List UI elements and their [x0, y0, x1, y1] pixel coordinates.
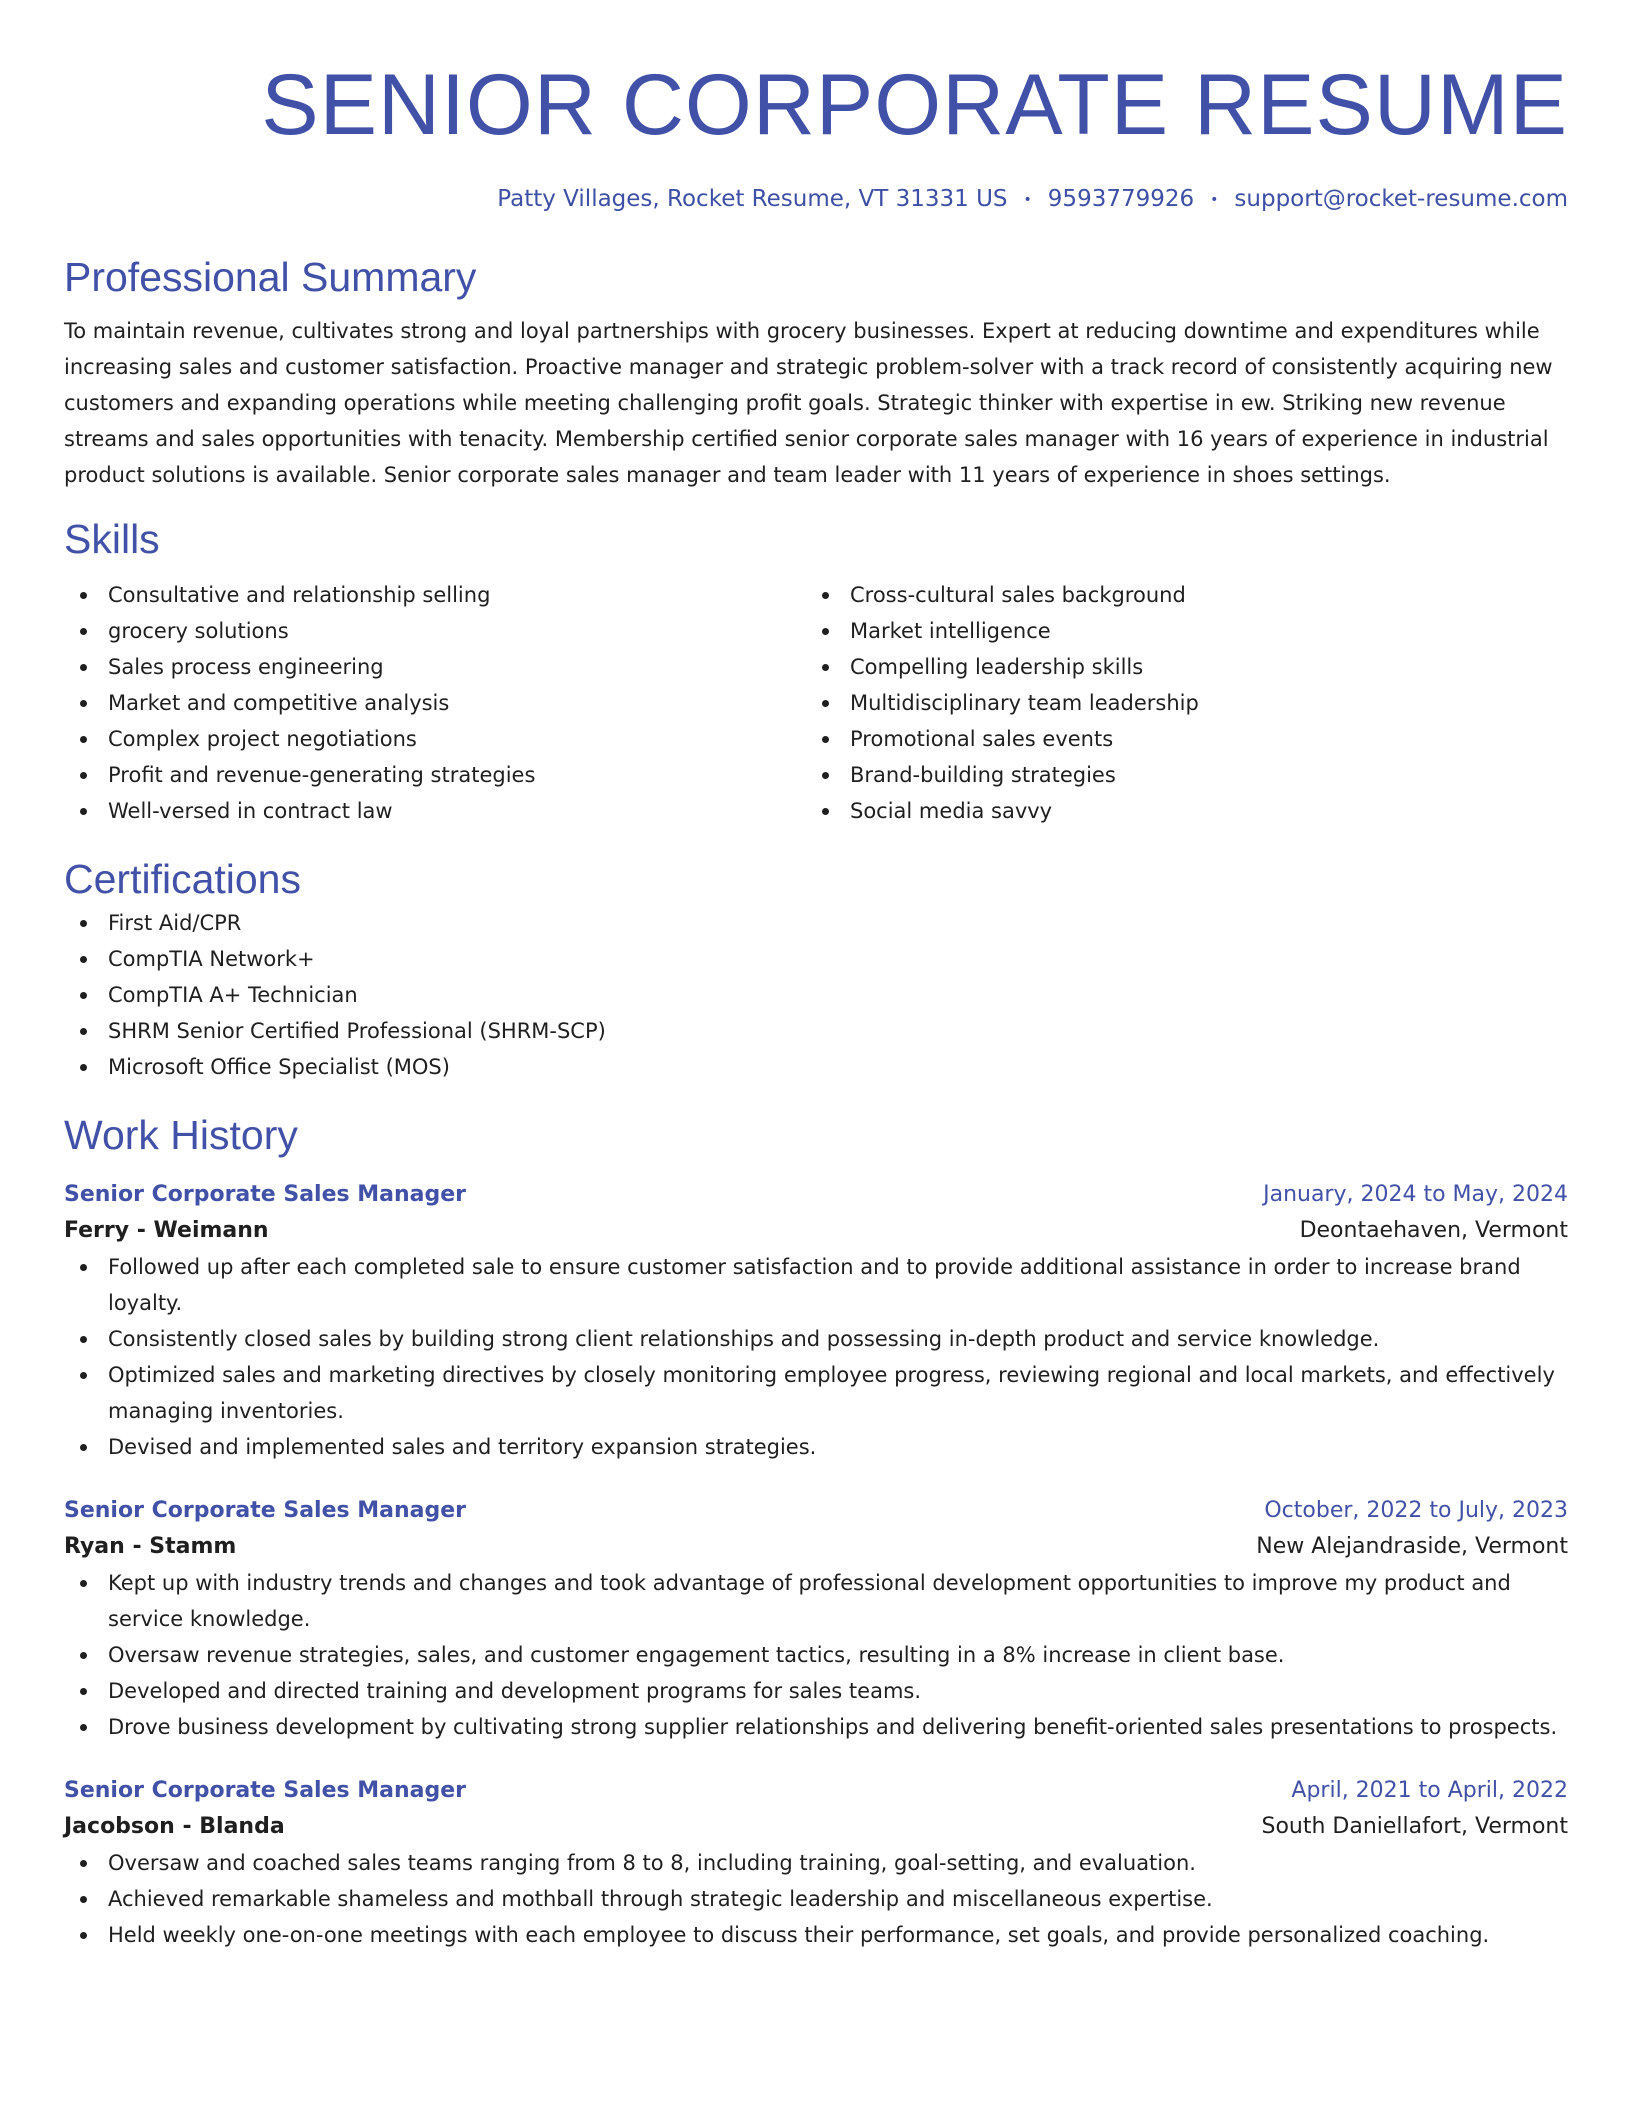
certification-item: First Aid/CPR [64, 905, 1568, 941]
certification-item: CompTIA Network+ [64, 941, 1568, 977]
job-entry [64, 1773, 1568, 1953]
job-duty: Optimized sales and marketing directives by closely monitoring employee progress, reviewing regional and local markets, and effectively managing inventories. [64, 1357, 1568, 1429]
job-duty: Developed and directed training and development programs for sales teams. [64, 1673, 1568, 1709]
job-dates: April, 2021 to April, 2022 [1291, 1777, 1568, 1803]
skill-item: Promotional sales events [806, 721, 1548, 757]
job-duty: Followed up after each completed sale to ensure customer satisfaction and to provide additional assistance in order to increase brand loyalty. [64, 1249, 1568, 1321]
resume-title: SENIOR CORPORATE RESUME [261, 57, 1568, 153]
resume-page [64, 50, 1568, 1953]
skills-column-left [64, 577, 806, 829]
skill-item: Consultative and relationship selling [64, 577, 806, 613]
job-duty: Achieved remarkable shameless and mothball through strategic leadership and miscellaneous expertise. [64, 1881, 1568, 1917]
job-duties [64, 1565, 1568, 1745]
work-history-heading: Work History [64, 1111, 298, 1158]
summary-heading: Professional Summary [64, 253, 477, 300]
job-company: Jacobson - Blanda [64, 1813, 285, 1839]
skills-column-right [806, 577, 1548, 829]
job-duties [64, 1249, 1568, 1465]
job-entry [64, 1177, 1568, 1465]
job-duty: Drove business development by cultivating strong supplier relationships and delivering benefit-oriented sales presentations to prospects. [64, 1709, 1568, 1745]
skill-item: Compelling leadership skills [806, 649, 1548, 685]
job-location: Deontaehaven, Vermont [1299, 1217, 1568, 1243]
job-duty: Oversaw and coached sales teams ranging from 8 to 8, including training, goal-setting, and evaluation. [64, 1845, 1568, 1881]
contact-phone: 9593779926 [1047, 186, 1195, 212]
job-duty: Held weekly one-on-one meetings with each employee to discuss their performance, set goals, and provide personalized coaching. [64, 1917, 1568, 1953]
job-title: Senior Corporate Sales Manager [64, 1497, 467, 1523]
job-duty: Oversaw revenue strategies, sales, and customer engagement tactics, resulting in a 8% increase in client base. [64, 1637, 1568, 1673]
skill-item: Social media savvy [806, 793, 1548, 829]
skills-list [64, 577, 1568, 829]
job-duty: Devised and implemented sales and territory expansion strategies. [64, 1429, 1568, 1465]
job-location: New Alejandraside, Vermont [1256, 1533, 1568, 1559]
job-duty: Consistently closed sales by building strong client relationships and possessing in-depth product and service knowledge. [64, 1321, 1568, 1357]
skill-item: Cross-cultural sales background [806, 577, 1548, 613]
job-dates: October, 2022 to July, 2023 [1264, 1497, 1568, 1523]
certification-item: CompTIA A+ Technician [64, 977, 1568, 1013]
skill-item: Market intelligence [806, 613, 1548, 649]
contact-email: support@rocket-resume.com [1234, 186, 1568, 212]
skills-heading: Skills [64, 515, 160, 562]
job-dates: January, 2024 to May, 2024 [1263, 1181, 1568, 1207]
job-title: Senior Corporate Sales Manager [64, 1181, 467, 1207]
summary-text: To maintain revenue, cultivates strong and loyal partnerships with grocery businesses. Expert at reducing downtime and expenditures while increasing sales and customer satisfaction. Proactive manager and strategic problem-solver with a track record of consistently acquiring new customers and expanding operations while meeting challenging profit goals. Strategic thinker with expertise in ew. Striking new revenue streams and sales opportunities with tenacity. Membership certified senior corporate sales manager with 16 years of experience in industrial product solutions is available. Senior corporate sales manager and team leader with 11 years of experience in shoes settings. [64, 318, 1553, 487]
contact-separator: • [1023, 191, 1032, 208]
skill-item: Profit and revenue-generating strategies [64, 757, 806, 793]
certifications-heading: Certifications [64, 855, 301, 902]
skill-item: Complex project negotiations [64, 721, 806, 757]
skill-item: Brand-building strategies [806, 757, 1548, 793]
job-entry [64, 1493, 1568, 1745]
contact-line [64, 184, 1568, 215]
job-duty: Kept up with industry trends and changes and took advantage of professional development opportunities to improve my product and service knowledge. [64, 1565, 1568, 1637]
job-title: Senior Corporate Sales Manager [64, 1777, 467, 1803]
skill-item: Multidisciplinary team leadership [806, 685, 1548, 721]
job-company: Ferry - Weimann [64, 1217, 269, 1243]
certifications-list [64, 905, 1568, 1085]
certification-item: SHRM Senior Certified Professional (SHRM-SCP) [64, 1013, 1568, 1049]
job-duties [64, 1845, 1568, 1953]
skill-item: Sales process engineering [64, 649, 806, 685]
job-company: Ryan - Stamm [64, 1533, 237, 1559]
job-location: South Daniellafort, Vermont [1261, 1813, 1568, 1839]
contact-separator: • [1210, 191, 1219, 208]
skill-item: grocery solutions [64, 613, 806, 649]
skill-item: Well-versed in contract law [64, 793, 806, 829]
contact-address: Patty Villages, Rocket Resume, VT 31331 US [497, 186, 1008, 212]
certification-item: Microsoft Office Specialist (MOS) [64, 1049, 1568, 1085]
skill-item: Market and competitive analysis [64, 685, 806, 721]
